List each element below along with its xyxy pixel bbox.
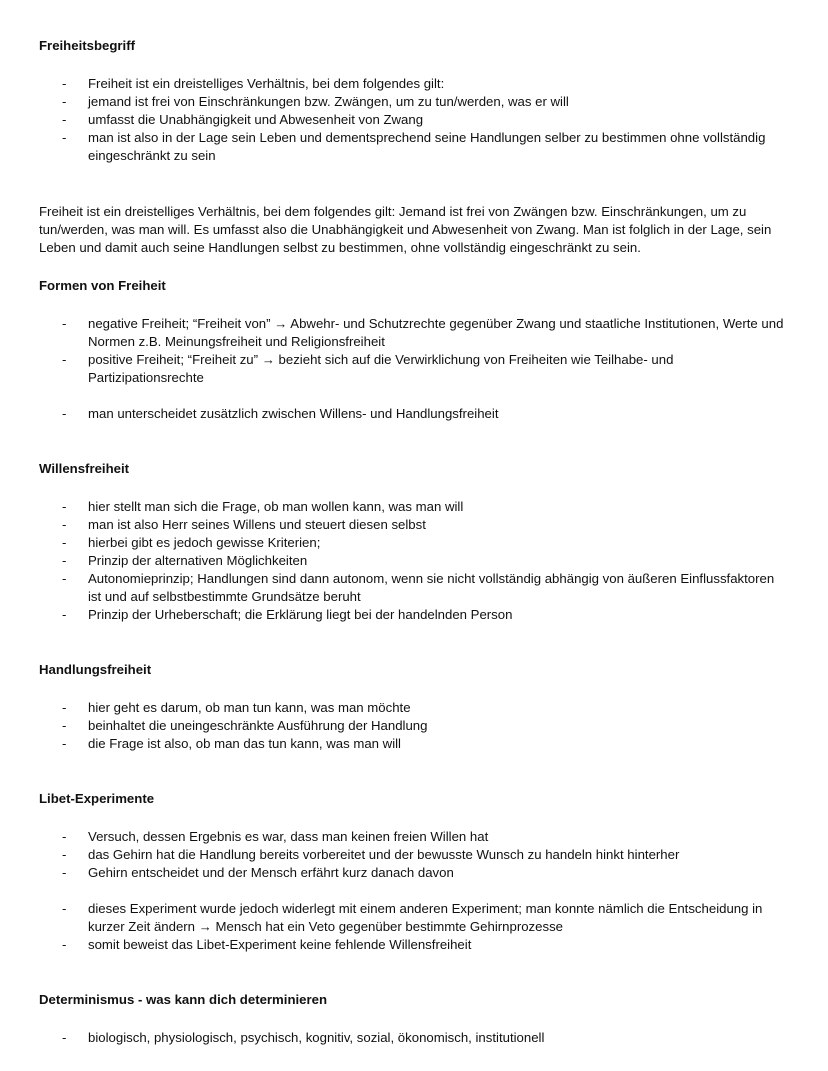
list-formen [39, 315, 791, 387]
list-item: - hier geht es darum, ob man tun kann, was man möchte [39, 699, 791, 717]
list-item: - Gehirn entscheidet und der Mensch erfährt kurz danach davon [39, 864, 791, 882]
list-libet-extra [39, 900, 791, 954]
list-item: - Autonomieprinzip; Handlungen sind dann autonom, wenn sie nicht vollständig abhängig von äußeren Einflussfaktoren ist und auf selbstbestimmte Grundsätze beruht [39, 570, 791, 606]
list-item: - jemand ist frei von Einschränkungen bzw. Zwängen, um zu tun/werden, was er will [39, 93, 791, 111]
list-item: - Freiheit ist ein dreistelliges Verhältnis, bei dem folgendes gilt: [39, 75, 791, 93]
document [39, 37, 791, 1047]
list-item: - Versuch, dessen Ergebnis es war, dass man keinen freien Willen hat [39, 828, 791, 846]
list-freiheitsbegriff [39, 75, 791, 165]
list-item: - dieses Experiment wurde jedoch widerlegt mit einem anderen Experiment; man konnte nämlich die Entscheidung in kurzer Zeit ändern → Mensch hat ein Veto gegenüber bestimmte Gehirnprozesse [39, 900, 791, 936]
list-item: - die Frage ist also, ob man das tun kann, was man will [39, 735, 791, 753]
list-item: - positive Freiheit; “Freiheit zu” → bezieht sich auf die Verwirklichung von Freiheiten wie Teilhabe- und Partizipationsrechte [39, 351, 791, 387]
heading-handlungsfreiheit: Handlungsfreiheit [39, 662, 152, 677]
list-item: - negative Freiheit; “Freiheit von” → Abwehr- und Schutzrechte gegenüber Zwang und staatliche Institutionen, Werte und Normen z.B. Meinungsfreiheit und Religionsfreiheit [39, 315, 791, 351]
list-determinismus [39, 1029, 791, 1047]
list-formen-extra [39, 405, 791, 423]
list-item: - hier stellt man sich die Frage, ob man wollen kann, was man will [39, 498, 791, 516]
heading-libet: Libet-Experimente [39, 791, 155, 806]
list-libet [39, 828, 791, 882]
list-item: - umfasst die Unabhängigkeit und Abwesenheit von Zwang [39, 111, 791, 129]
list-item: - man ist also Herr seines Willens und steuert diesen selbst [39, 516, 791, 534]
heading-willensfreiheit: Willensfreiheit [39, 461, 130, 476]
heading-formen: Formen von Freiheit [39, 278, 166, 293]
list-item: - somit beweist das Libet-Experiment keine fehlende Willensfreiheit [39, 936, 791, 954]
list-item: - hierbei gibt es jedoch gewisse Kriterien; [39, 534, 791, 552]
list-item: - biologisch, physiologisch, psychisch, kognitiv, sozial, ökonomisch, institutionell [39, 1029, 791, 1047]
heading-freiheitsbegriff: Freiheitsbegriff [39, 38, 135, 53]
list-item: - Prinzip der alternativen Möglichkeiten [39, 552, 791, 570]
list-item: - beinhaltet die uneingeschränkte Ausführung der Handlung [39, 717, 791, 735]
summary-paragraph: Freiheit ist ein dreistelliges Verhältnis, bei dem folgendes gilt: Jemand ist frei von Zwängen bzw. Einschränkungen, um zu tun/werden, was man will. Es umfasst also die Unabhängigkeit und Abwesenheit von Zwang. Man ist folglich in der Lage, sein Leben und damit auch seine Handlungen selbst zu bestimmen, ohne vollständig eingeschränkt zu sein. [39, 204, 772, 255]
list-handlungsfreiheit [39, 699, 791, 753]
list-item: - man ist also in der Lage sein Leben und dementsprechend seine Handlungen selber zu bestimmen ohne vollständig eingeschränkt zu sein [39, 129, 791, 165]
list-willensfreiheit [39, 498, 791, 624]
list-item: - man unterscheidet zusätzlich zwischen Willens- und Handlungsfreiheit [39, 405, 791, 423]
heading-determinismus: Determinismus - was kann dich determinieren [39, 992, 328, 1007]
list-item: - das Gehirn hat die Handlung bereits vorbereitet und der bewusste Wunsch zu handeln hinkt hinterher [39, 846, 791, 864]
list-item: - Prinzip der Urheberschaft; die Erklärung liegt bei der handelnden Person [39, 606, 791, 624]
